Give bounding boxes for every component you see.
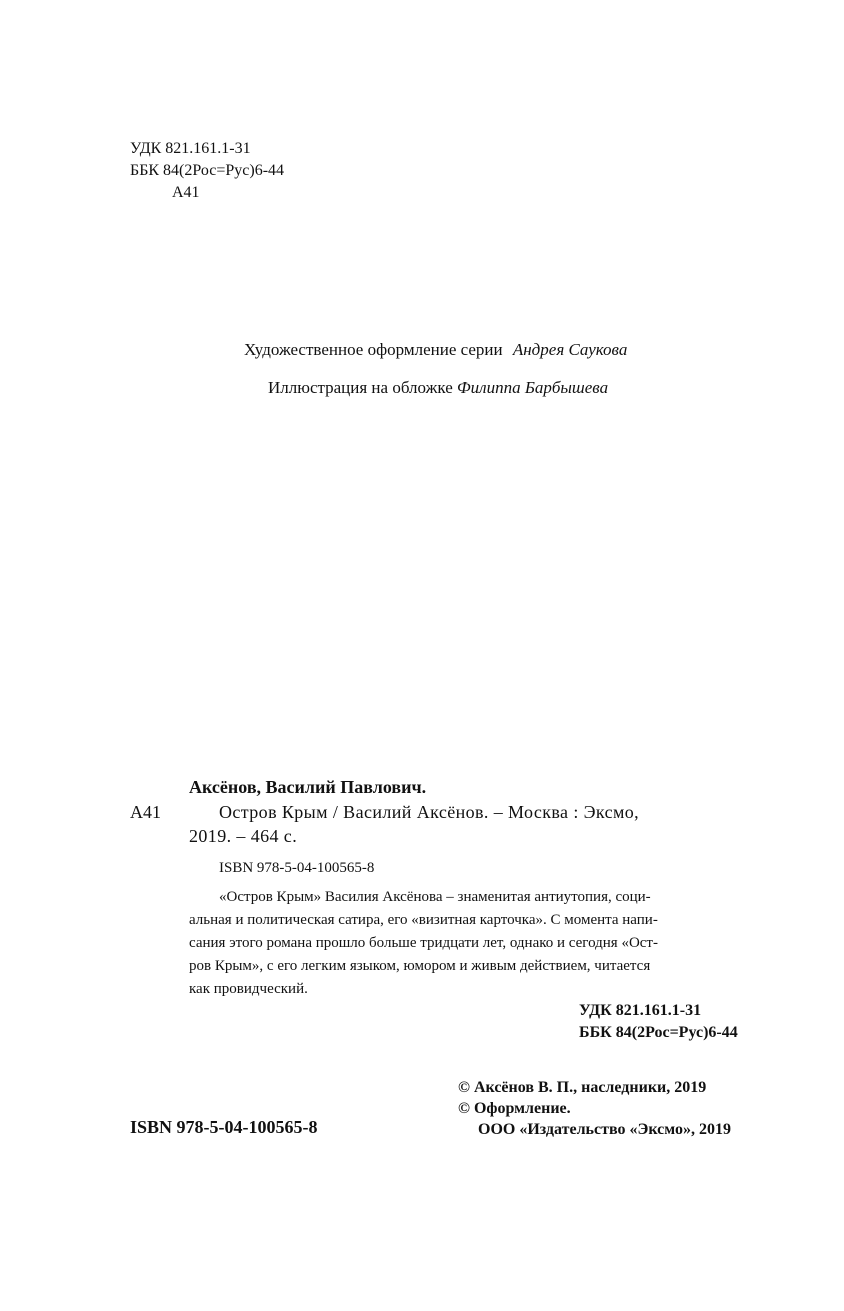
annotation-line: как провидческий. bbox=[189, 981, 308, 997]
author-mark: А41 bbox=[172, 184, 200, 201]
design-credit bbox=[244, 340, 627, 360]
annotation-line: ров Крым», с его легким языком, юмором и живым действием, читается bbox=[189, 958, 651, 974]
illustration-label: Иллюстрация на обложке bbox=[268, 378, 453, 397]
bib-isbn: ISBN 978-5-04-100565-8 bbox=[219, 860, 375, 876]
udk-code: УДК 821.161.1-31 bbox=[130, 140, 251, 157]
bottom-codes bbox=[579, 1000, 738, 1044]
bbk-code: ББК 84(2Рос=Рус)6-44 bbox=[130, 162, 285, 179]
isbn-main: ISBN 978-5-04-100565-8 bbox=[130, 1117, 318, 1137]
design-name: Андрея Саукова bbox=[512, 340, 628, 359]
bib-author-mark: А41 bbox=[130, 802, 161, 822]
title-line-1: Остров Крым / Василий Аксёнов. – Москва : Эксмо, bbox=[219, 802, 640, 822]
udk-code-bottom: УДК 821.161.1-31 bbox=[579, 1002, 702, 1019]
illustration-name: Филиппа Барбышева bbox=[457, 378, 609, 397]
bbk-code-bottom: ББК 84(2Рос=Рус)6-44 bbox=[579, 1024, 738, 1041]
copyright-line: ООО «Издательство «Эксмо», 2019 bbox=[478, 1121, 731, 1138]
illustration-credit bbox=[268, 378, 608, 398]
annotation-line: сания этого романа прошло больше тридцати лет, однако и сегодня «Ост- bbox=[189, 935, 658, 951]
annotation-line: альная и политическая сатира, его «визитная карточка». С момента напи- bbox=[189, 912, 658, 928]
copyright-line: © Оформление. bbox=[458, 1100, 571, 1117]
title-line-2: 2019. – 464 с. bbox=[189, 826, 298, 846]
author-heading: Аксёнов, Василий Павлович. bbox=[189, 777, 427, 797]
annotation bbox=[189, 886, 755, 1001]
top-codes bbox=[130, 138, 284, 204]
copyright-line: © Аксёнов В. П., наследники, 2019 bbox=[458, 1079, 707, 1096]
copyright-block bbox=[458, 1077, 731, 1140]
annotation-line: «Остров Крым» Василия Аксёнова – знаменитая антиутопия, соци- bbox=[219, 889, 651, 905]
design-label: Художественное оформление серии bbox=[244, 340, 503, 359]
